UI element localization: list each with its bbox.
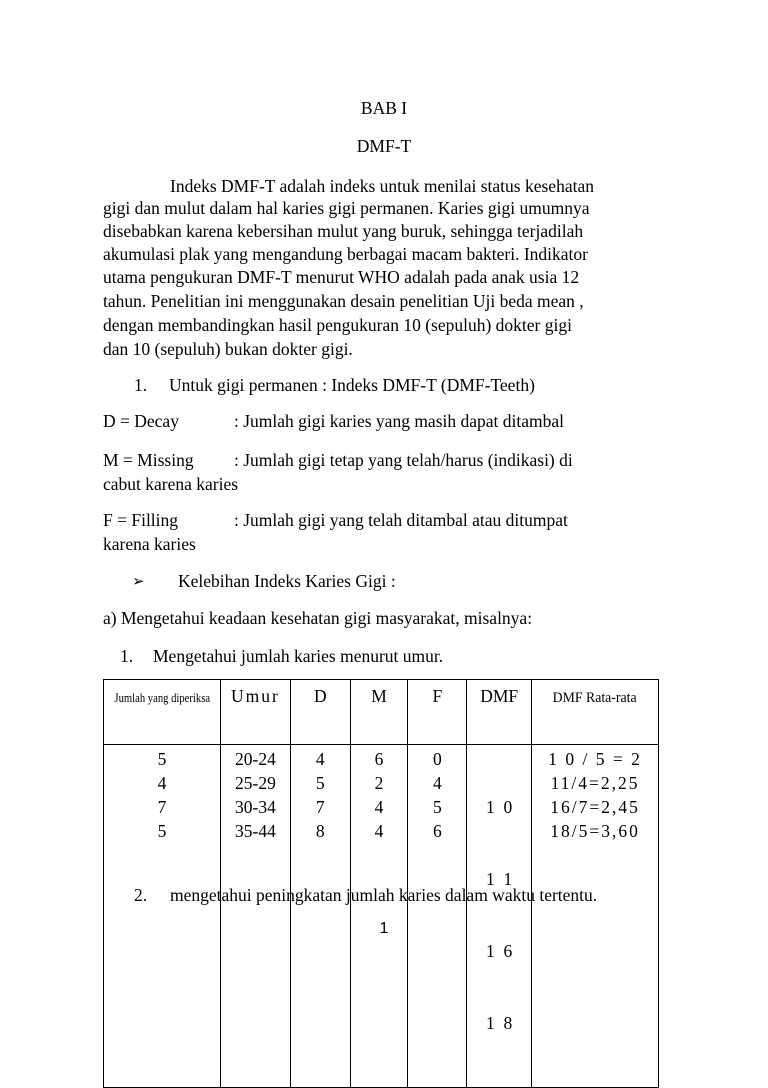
cell-dmf — [467, 745, 532, 1088]
header-dmf: DMF — [467, 680, 532, 745]
header-jumlah: Jumlah yang diperiksa — [104, 680, 221, 745]
cell-m — [350, 745, 408, 1088]
list-item-text: Untuk gigi permanen : Indeks DMF-T (DMF-Teeth) — [169, 375, 535, 395]
sub-list-text: Mengetahui jumlah karies menurut umur. — [153, 646, 444, 666]
cell-value: 4 — [374, 797, 384, 817]
table-body-row — [104, 745, 659, 1088]
cell-value: 11/4=2,25 — [550, 773, 640, 793]
cell-d — [290, 745, 350, 1088]
header-f: F — [408, 680, 467, 745]
intro-line: gigi dan mulut dalam hal karies gigi permanen. Karies gigi umumnya — [103, 198, 590, 218]
cell-value: 1 0 — [486, 797, 513, 817]
cell-value: 1 8 — [486, 1013, 513, 1033]
intro-line: disebabkan karena kebersihan mulut yang buruk, sehingga terjadilah — [103, 221, 584, 241]
cell-value: 5 — [432, 797, 442, 817]
header-dmf-rata: DMF Rata-rata — [532, 680, 659, 745]
cell-value: 4 — [374, 821, 384, 841]
section-title: DMF-T — [356, 136, 412, 156]
cell-value: 7 — [315, 797, 325, 817]
header-d: D — [290, 680, 350, 745]
cell-value: 5 — [157, 821, 167, 841]
cell-f — [408, 745, 467, 1088]
bullet-text: Kelebihan Indeks Karies Gigi : — [178, 571, 396, 591]
intro-line: tahun. Penelitian ini menggunakan desain penelitian Uji beda mean , — [103, 291, 584, 311]
sub-list-number: 2. — [134, 885, 148, 905]
intro-line: dengan membandingkan hasil pengukuran 10 (sepuluh) dokter gigi — [103, 315, 572, 335]
header-m: M — [350, 680, 408, 745]
cell-value: 4 — [315, 749, 325, 769]
cell-value: 4 — [157, 773, 167, 793]
definition-cont-filling: karena karies — [103, 534, 196, 554]
cell-value: 1 6 — [486, 941, 513, 961]
point-a-text: a) Mengetahui keadaan kesehatan gigi masyarakat, misalnya: — [103, 608, 533, 628]
cell-value: 6 — [374, 749, 384, 769]
cell-value: 5 — [315, 773, 325, 793]
header-umur: Umur — [220, 680, 290, 745]
cell-value: 16/7=2,45 — [550, 797, 640, 817]
cell-value: 18/5=3,60 — [550, 821, 640, 841]
cell-value: 5 — [157, 749, 167, 769]
chapter-heading: BAB I — [360, 98, 408, 118]
arrow-bullet-icon: ➢ — [132, 572, 145, 590]
cell-value: 4 — [432, 773, 442, 793]
table-header-row — [104, 680, 659, 745]
cell-dmf-rata — [532, 745, 659, 1088]
definition-term-missing: M = Missing — [103, 450, 194, 470]
cell-value: 20-24 — [235, 749, 276, 769]
list-number: 1. — [134, 375, 148, 395]
cell-value: 30-34 — [235, 797, 276, 817]
intro-line: Indeks DMF-T adalah indeks untuk menilai status kesehatan — [170, 176, 594, 196]
cell-value: 1 1 — [486, 869, 513, 889]
definition-desc-decay: : Jumlah gigi karies yang masih dapat ditambal — [234, 411, 564, 431]
caries-table — [103, 679, 659, 1088]
definition-term-decay: D = Decay — [103, 411, 179, 431]
cell-jumlah — [104, 745, 221, 1088]
intro-line: akumulasi plak yang mengandung berbagai macam bakteri. Indikator — [103, 244, 588, 264]
cell-value: 8 — [315, 821, 325, 841]
page-number: 1 — [379, 920, 389, 937]
cell-umur — [220, 745, 290, 1088]
cell-value: 25-29 — [235, 773, 276, 793]
definition-cont-missing: cabut karena karies — [103, 474, 239, 494]
cell-value: 35-44 — [235, 821, 276, 841]
definition-term-filling: F = Filling — [103, 510, 179, 530]
cell-value: 6 — [432, 821, 442, 841]
intro-line: dan 10 (sepuluh) bukan dokter gigi. — [103, 339, 353, 359]
sub-list-number: 1. — [120, 646, 134, 666]
cell-value: 7 — [157, 797, 167, 817]
cell-value: 2 — [374, 773, 384, 793]
intro-line: utama pengukuran DMF-T menurut WHO adalah pada anak usia 12 — [103, 267, 580, 287]
sub-list-text: mengetahui peningkatan jumlah karies dalam waktu tertentu. — [170, 885, 598, 905]
cell-value: 1 0 / 5 = 2 — [548, 749, 642, 769]
cell-value: 0 — [432, 749, 442, 769]
definition-desc-missing: : Jumlah gigi tetap yang telah/harus (indikasi) di — [234, 450, 573, 470]
definition-desc-filling: : Jumlah gigi yang telah ditambal atau ditumpat — [234, 510, 568, 530]
